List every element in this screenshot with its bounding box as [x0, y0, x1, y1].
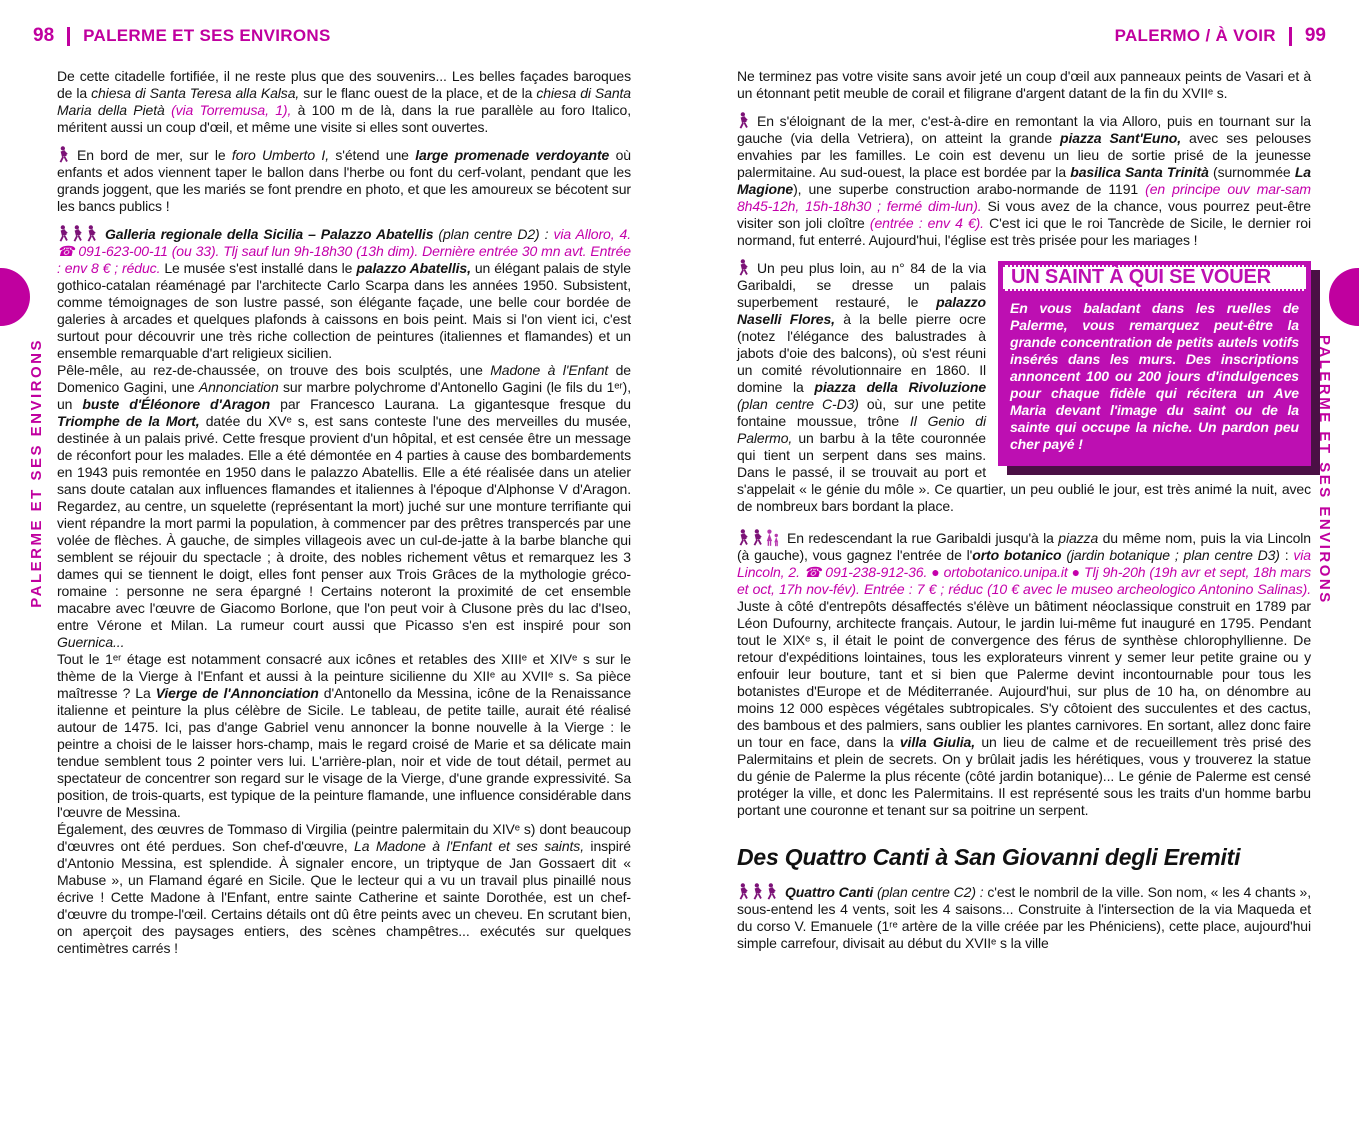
left-side-tab-label: PALERME ET SES ENVIRONS: [28, 338, 45, 608]
left-header-title: PALERME ET SES ENVIRONS: [83, 26, 331, 45]
paragraph-text: En redescendant la rue Garibaldi jusqu'à la piazza du même nom, puis la via Lincoln (à gauche), vous gagnez l'entrée de l'orto botanico (jardin botanique ; plan centre D3) : via Lincoln, 2. ☎ 091-238-912-36. ● ortobotanico.unipa.it ● Tlj 9h-20h (19h avr et sept, 18h mars et oct, 17h nov-fév). Entrée : 7 € ; réduc (10 € avec le museo archeologico Antonino Salinas). Juste à côté d'entrepôts désaffectés s'élève un bâtiment néoclassique construit en 1789 par Léon Dufourny, architecte français. Autour, le jardin lui-même fut inauguré en 1795. Pendant tout le XIXᵉ s, il était le point de convergence des férus de synthèse chlorophyllienne. De retour d'expéditions lointaines, tous les explorateurs vinrent y semer leur petite graine ou y enfouir leur bouture, tant et si bien que Palerme devint incontournable pour tous les botanistes d'Europe et de Méditerranée. Aujourd'hui, sur plus de 10 ha, on dénombre au moins 12 000 espèces végétales subtropicales. S'y côtoient des succulentes et des cactus, des bambous et des palmiers, sans oublier les plantes carnivores. En sortant, allez donc faire un tour en face, dans la villa Giulia, un lieu de calme et de recueillement très prisé des Palermitains et plein de secrets. On y brûlait jadis les hérétiques, vous y trouverez la statue du génie de Palerme la plus récente (côté jardin botanique)... Le génie de Palerme est censé protéger la ville, et donc les Palermitains. Il est représenté sous les traits d'un homme barbu portant une couronne et tenant sur sa poitrine un serpent.: [737, 530, 1311, 818]
saint-box: [998, 261, 1311, 466]
paragraph-text: En s'éloignant de la mer, c'est-à-dire en remontant la via Alloro, puis en tournant sur la gauche (via della Vetriera), on atteint la grande piazza Sant'Euno, avec ses pelouses envahies par les familles. Le coin est devenu un lieu de sortie prisé de la jeunesse palermitaine. Au sud-ouest, la place est bordée par la basilica Santa Trinità (surnommée La Magione), une superbe construction arabo-normande de 1191 (en principe ouv mar-sam 8h45-12h, 15h-18h30 ; fermé dim-lun). Si vous avez de la chance, vous pourrez peut-être visiter son joli cloître (entrée : env 4 €). C'est ici que le roi Tancrède de Sicile, le dernier roi normand, fut enterré. Aujourd'hui, l'église est très prisée pour les mariages !: [737, 113, 1311, 248]
header-divider: [1289, 27, 1292, 46]
paragraph: Ne terminez pas votre visite sans avoir jeté un coup d'œil aux panneaux peints de Vasari et à un étonnant petit meuble de corail et filigrane d'argent datant de la fin du XVIIᵉ s.: [737, 68, 1311, 101]
hiker-icon: [737, 260, 751, 276]
hiker-icon: [737, 113, 751, 129]
hiker-icon-x3: [737, 884, 779, 900]
paragraph: Également, des œuvres de Tommaso di Virgilia (peintre palermitain du XIVᵉ s) dont beaucoup d'œuvres ont été perdues. Son chef-d'œuvre, La Madone à l'Enfant et ses saints, inspiré d'Antonio Messina, est splendide. À signaler encore, un triptyque de Jan Gossaert dit « Mabuse », un Flamand égaré en Sicile. Que le lecteur qui a vu un travail plus pinaillé nous écrive ! Cette Madone à l'Enfant, entre sainte Catherine et sainte Dorothée, est un chef-d'œuvre du trompe-l'œil. Certains détails ont dû être peints avec un cheveu. En scrutant bien, on aperçoit des paysages entiers, des scènes champêtres... exécutés sur quelques centimètres carrés !: [57, 821, 631, 956]
right-page-header: [1115, 25, 1326, 47]
right-header-title: PALERMO / À VOIR: [1114, 26, 1276, 45]
left-page-number: 98: [33, 25, 55, 46]
paragraph: De cette citadelle fortifiée, il ne reste plus que des souvenirs... Les belles façades baroques de la chiesa di Santa Teresa alla Kalsa, sur le flanc ouest de la place, et de la chiesa di Santa Maria della Pietà (via Torremusa, 1), à 100 m de là, dans la rue parallèle au foro Italico, méritent aussi un coup d'œil, et même une visite si elles sont ouvertes.: [57, 68, 631, 135]
left-page-header: [33, 25, 331, 47]
header-divider: [67, 27, 70, 46]
left-column: [57, 68, 631, 957]
saint-box-title: UN SAINT À QUI SE VOUER: [1003, 265, 1306, 291]
paragraph: [57, 225, 631, 362]
paragraph: [737, 112, 1311, 249]
right-side-tab-label: PALERME ET SES ENVIRONS: [1316, 335, 1333, 605]
hiker-icon-x3: [57, 226, 99, 242]
right-page-number: 99: [1304, 25, 1326, 46]
paragraph-text: En bord de mer, sur le foro Umberto I, s'étend une large promenade verdoyante où enfants et ados viennent taper le ballon dans l'herbe ou font du cerf-volant, pendant que les grands joggent, que les mariés se font prendre en photo, et que les amoureux se bécotent sur les bancs publics !: [57, 147, 631, 214]
right-edge-tab-circle: [1329, 268, 1359, 326]
hiker-icon-x2-family-icon: [737, 530, 781, 546]
paragraph: Tout le 1ᵉʳ étage est notamment consacré aux icônes et retables des XIIIᵉ et XIVᵉ s sur le thème de la Vierge à l'Enfant et aussi à la peinture sicilienne du XIIᵉ au XVIIᵉ s. Sa pièce maîtresse ? La Vierge de l'Annonciation d'Antonello da Messina, icône de la Renaissance italienne et peinture la plus célèbre de Sicile. Le tableau, de petite taille, aurait été réalisé autour de 1475. Ici, pas d'ange Gabriel venu annoncer la bonne nouvelle à la Vierge : le peintre a choisi de le laisser hors-champ, mais le regard croisé de Marie et sa délicate main tendue semblent tous 2 pointer vers lui. L'arrière-plan, noir et vide de tout détail, permet au spectateur de concentrer son regard sur le visage de la Vierge, d'une grande expressivité. Sa position, de trois-quarts, est typique de la peinture flamande, une influence considérable dans l'œuvre de Messina.: [57, 651, 632, 820]
paragraph-text: Galleria regionale della Sicilia – Palazzo Abatellis (plan centre D2) : via Alloro, 4. ☎ 091-623-00-11 (ou 33). Tlj sauf lun 9h-18h30 (13h dim). Dernière entrée 30 mn avt. Entrée : env 8 € ; réduc. Le musée s'est installé dans le palazzo Abatellis, un élégant palais de style gothico-catalan réaménagé par l'architecte Carlo Scarpa dans les années 1950. Subsistent, comme témoignages de son lustre passé, son élégante façade, une belle cour bordée de galeries à arcades et quelques plafonds à caissons en bois peint. Mais si l'on vient ici, c'est surtout pour découvrir une très riche collection de peintures (italiennes et flamandes) et un ensemble remarquable d'art religieux sicilien.: [57, 226, 631, 361]
paragraph: [737, 883, 1311, 952]
hiker-icon: [57, 147, 71, 163]
left-edge-tab-circle: [0, 268, 30, 326]
paragraph-text: Un peu plus loin, au n° 84 de la via Garibaldi, se dresse un palais superbement restauré, le palazzo Naselli Flores, à la belle pierre ocre (notez l'élégance des balustrades à jabots d'oie des balcons), où s'est réuni un comité révolutionnaire en 1860. Il domine la piazza della Rivoluzione (plan centre C-D3) où, sur une petite fontaine moussue, trône Il Genio di Palermo, un barbu à la tête couronnée qui tient un serpent dans ses mains. Dans le passé, il se trouvait au port et s'appelait « le génie du môle ». Ce quartier, un peu oublié le jour, est très animé la nuit, avec de nombreux bars bordant la place.: [737, 260, 1311, 514]
paragraph: [57, 146, 631, 215]
paragraph-text: Quattro Canti (plan centre C2) : c'est le nombril de la ville. Son nom, « les 4 chants », sous-entend les 4 vents, soit les 4 saisons... Construite à l'intersection de la via Maqueda et du corso V. Emanuele (1ʳᵉ artère de la ville créée par les Phéniciens), cette place, aujourd'hui simple carrefour, divisait au début du XVIIᵉ s la ville: [737, 884, 1311, 952]
paragraph: Pêle-mêle, au rez-de-chaussée, on trouve des bois sculptés, une Madone à l'Enfant de Domenico Gagini, une Annonciation sur marbre polychrome d'Antonello Gagini (le fils du 1ᵉʳ), un buste d'Éléonore d'Aragon par Francesco Laurana. La gigantesque fresque du Triomphe de la Mort, datée du XVᵉ s, est sans conteste l'une des merveilles du musée, destinée à un palais privé. Cette fresque provient d'un hôpital, et est censée être un message de réconfort pour les malades. Elle a été démontée en 4 parties à cause des bombardements en 1943 puis remontée en 1950 dans le palazzo Abatellis. Elle a été réalisée dans un atelier sans doute catalan aux influences flamandes et italiennes à l'époque d'Alphonse V d'Aragon. Regardez, au centre, un squelette (représentant la mort) juché sur une monture terrifiante qui vient répandre la mort parmi la population, à commencer par des prêtres transpercés par une volée de flèches. À gauche, de simples villageois avec un cul-de-jatte à la barbe blanche qui semblent se réjouir du spectacle ; à droite, des nobles richement vêtus et remarquez les 3 dames qui se tiennent le doigt, elles font penser aux Trois Grâces de la mythologie gréco-romaine : personne ne sera épargné ! Certains noteront la proximité de cet ensemble macabre avec l'œuvre de Giacomo Borlone, que l'on peut voir à Clusone près du lac d'Iseo, entre Vérone et Milan. La rumeur court aussi que Picasso s'en est inspiré pour son Guernica...: [57, 362, 631, 650]
right-column: [737, 68, 1311, 952]
section-heading: Des Quattro Canti à San Giovanni degli Eremiti: [737, 844, 1241, 870]
saint-box-body: En vous baladant dans les ruelles de Palerme, vous remarquez peut-être la grande concentration de petits autels votifs insérés dans les murs. Des inscriptions annoncent 100 ou 200 jours d'indulgences pour chaque fidèle qui récitera un Ave Maria devant l'image du saint ou de la sainte qui occupe la niche. Un pardon peu cher payé !: [1010, 300, 1299, 452]
paragraph: [737, 529, 1311, 819]
